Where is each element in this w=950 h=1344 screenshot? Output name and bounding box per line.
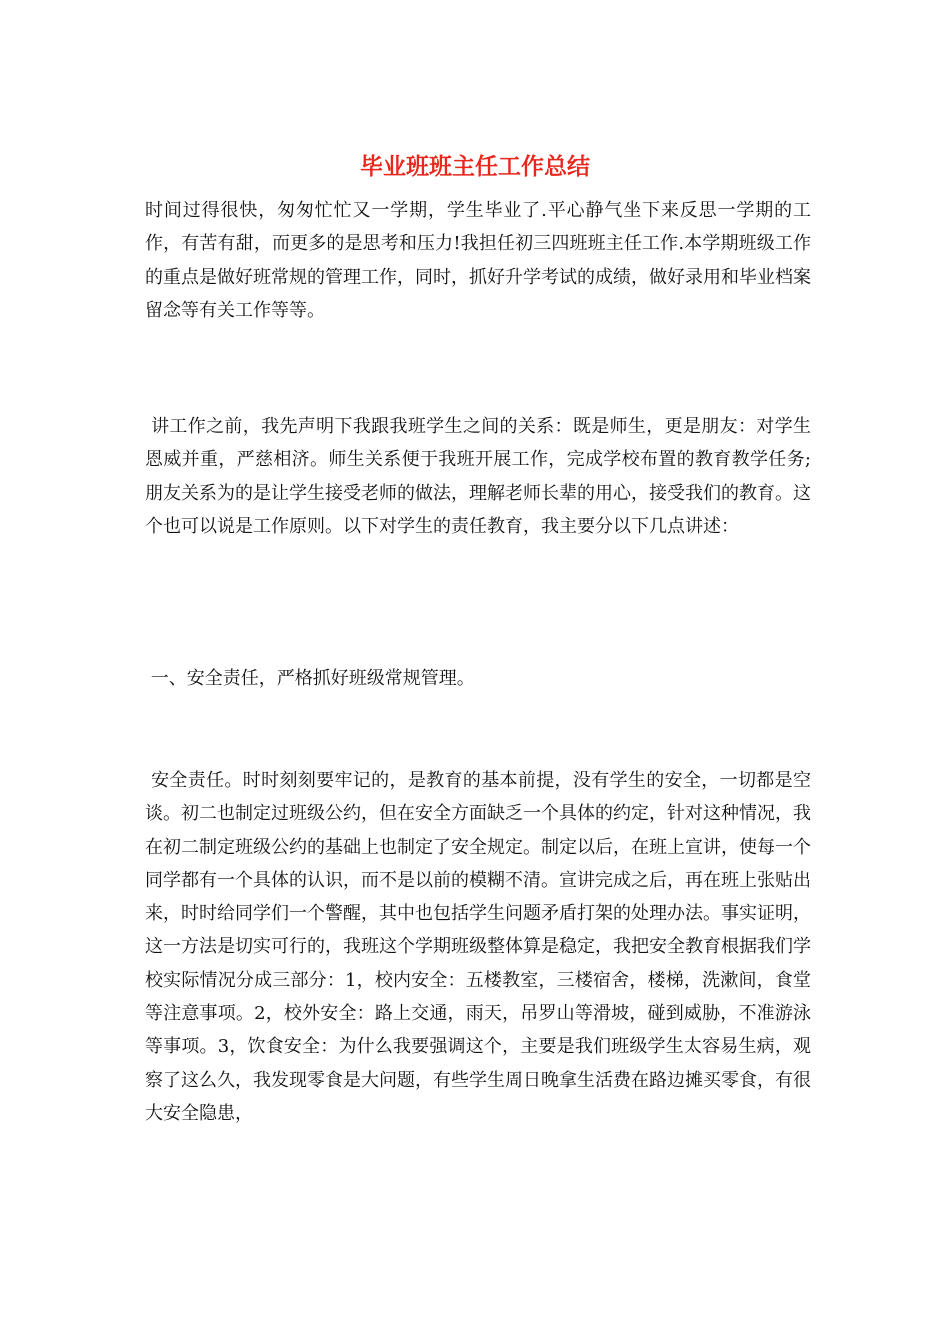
section-heading-safety: 一、安全责任，严格抓好班级常规管理。	[145, 668, 475, 689]
paragraph-safety: 安全责任。时时刻刻要牢记的，是教育的基本前提，没有学生的安全，一切都是空谈。初二也制定过班级公约，但在安全方面缺乏一个具体的约定，针对这种情况，我在初二制定班级公约的基础上也制定了安全规定。制定以后，在班上宣讲，使每一个同学都有一个具体的认识，而不是以前的模糊不清。宣讲完成之后，再在班上张贴出来，时时给同学们一个警醒，其中也包括学生问题矛盾打架的处理办法。事实证明，这一方法是切实可行的，我班这个学期班级整体算是稳定，我把安全教育根据我们学校实际情况分成三部分：1，校内安全：五楼教室，三楼宿舍，楼梯，洗漱间，食堂 等注意事项。2，校外安全：路上交通，雨天，吊罗山等滑坡，碰到威胁，不准游泳 等事项。3，饮食安全：为什么我要强调这个，主要是我们班级学生太容易生病，观察了这么久，我发现零食是大问题，有些学生周日晚拿生活费在路边摊买零食，有很大安全隐患，	[145, 770, 817, 1124]
document-title: 毕业班班主任工作总结	[360, 153, 590, 180]
paragraph-intro: 时间过得很快，匆匆忙忙又一学期，学生毕业了.平心静气坐下来反思一学期的工作，有苦有甜，而更多的是思考和压力!我担任初三四班班主任工作.本学期班级工作的重点是做好班常规的管理工作，同时，抓好升学考试的成绩，做好录用和毕业档案留念等有关工作等等。	[145, 200, 811, 321]
paragraph-relationship: 讲工作之前，我先声明下我跟我班学生之间的关系：既是师生，更是朋友：对学生恩威并重，严慈相济。师生关系便于我班开展工作，完成学校布置的教育教学任务;朋友关系为的是让学生接受老师的做法，理解老师长辈的用心，接受我们的教育。这个也可以说是工作原则。以下对学生的责任教育，我主要分以下几点讲述：	[145, 416, 811, 537]
